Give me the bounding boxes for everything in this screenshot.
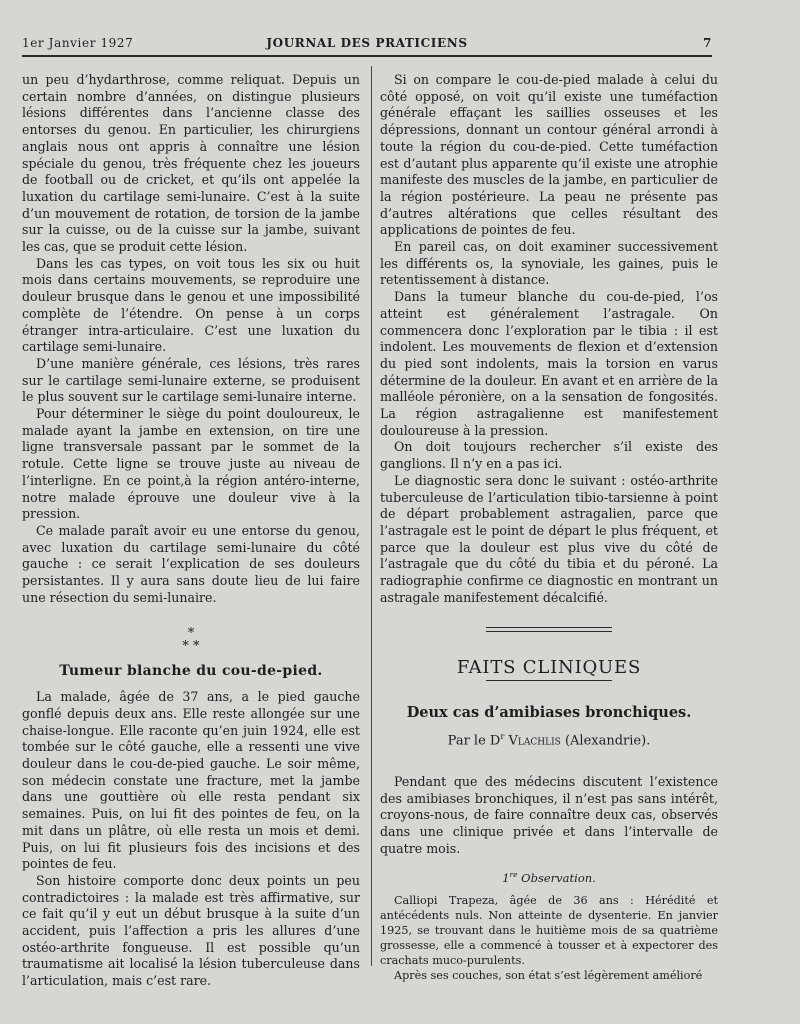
header-rule (22, 55, 712, 57)
author-place: (Alexandrie). (564, 733, 651, 749)
paragraph: On doit toujours rechercher s’il existe des ganglions. Il n’y en a pas ici. (380, 439, 718, 472)
paragraph: Le diagnostic sera donc le suivant : ostéo-arthrite tuberculeuse de l’articulation tibio-tarsienne à point de départ probablement astragalien, parce que l’astragale est le point de départ le plus fréquent, et parce que la douleur est plus vive du côté de l’astragale que du côté du tibia et du péroné. La radiographie confirme ce diagnostic en montrant un astragale manifestement décalcifié. (380, 472, 718, 605)
right-column (380, 72, 718, 983)
faits-cliniques-heading: FAITS CLINIQUES (456, 656, 642, 678)
section-title: Tumeur blanche du cou-de-pied. (59, 662, 323, 679)
paragraph: La malade, âgée de 37 ans, a le pied gauche gonflé depuis deux ans. Elle reste allongée sur une chaise-longue. Elle raconte qu’en juin 1924, elle est tombée sur le côté gauche, elle a ressenti une vive douleur dans le cou-de-pied gauche. Le soir même, son médecin constate une fracture, met la jambe dans une gouttière où elle resta pendant six semaines. Puis, on lui fit des pointes de feu, on la mit dans un plâtre, où elle resta un mois et demi. Puis, on lui fit plusieurs fois des incisions et des pointes de feu. (22, 689, 360, 872)
paragraph: D’une manière générale, ces lésions, très rares sur le cartilage semi-lunaire externe, se produisent le plus souvent sur le cartilage semi-lunaire interne. (22, 355, 360, 405)
paragraph: Son histoire comporte donc deux points un peu contradictoires : la malade est très affirmative, sur ce fait qu’il y eut un début brusque à la suite d’un accident, puis l’affection a pris les allures d’une ostéo-arthrite fongueuse. Il est possible qu’un traumatisme ait localisé la lésion tuberculeuse dans l’articulation, mais c’est rare. (22, 872, 360, 989)
heading-underline (486, 680, 612, 681)
header-date: 1er Janvier 1927 (22, 36, 134, 50)
paragraph: Dans les cas types, on voit tous les six ou huit mois dans certains mouvements, se reproduire une douleur brusque dans le genou et une impossibilité complète de l’étendre. On pense à un corps étranger intra-articulaire. C’est une luxation du cartilage semi-lunaire. (22, 255, 360, 355)
paragraph: un peu d’hydarthrose, comme reliquat. Depuis un certain nombre d’années, on distingue plusieurs lésions différentes dans l’ancienne classe des entorses du genou. En particulier, les chirurgiens anglais nous ont appris à connaître une lésion spéciale du genou, très fréquente chez les joueurs de football ou de cricket, et qu’ils ont appelée la luxation du cartilage semi-lunaire. C’est à la suite d’un mouvement de rotation, de torsion de la jambe sur la cuisse, ou de la cuisse sur la jambe, suivant les cas, que se produit cette lésion. (22, 72, 360, 255)
paragraph: Pour déterminer le siège du point douloureux, le malade ayant la jambe en extension, on tire une ligne transversale passant par le sommet de la rotule. Cette ligne se trouve juste au niveau de l’interligne. En ce point,à la région antéro-interne, notre malade éprouve une douleur vive à la pression. (22, 406, 360, 522)
intro-paragraph: Pendant que des médecins discutent l’existence des amibiases bronchiques, il n’est pas sans intérêt, croyons-nous, de faire connaître deux cas, observés dans une clinique privée et dans l’intervalle de quatre mois. (380, 773, 718, 856)
author-name: Vlachlis (508, 733, 561, 749)
header-journal-title: JOURNAL DES PRATICIENS (266, 36, 468, 50)
running-header (22, 36, 712, 54)
observation-body (380, 893, 718, 983)
article-title: Deux cas d’amibiases bronchiques. (406, 704, 692, 722)
paragraph: Après ses couches, son état s’est légèrement amélioré (394, 968, 703, 982)
header-page-number: 7 (703, 36, 712, 50)
left-column (22, 72, 360, 990)
paragraph: Calliopi Trapeza, âgée de 36 ans : Hérédité et antécédents nuls. Non atteinte de dysenterie. En janvier 1925, se trouvant dans le huitième mois de sa quatrième grossesse, elle a commencé à tousser et à expectorer des crachats muco-purulents. (380, 893, 718, 967)
section-divider (486, 627, 612, 632)
paragraph: En pareil cas, on doit examiner successivement les différents os, la synoviale, les gaines, puis le retentissement à distance. (380, 239, 718, 288)
column-divider (371, 66, 372, 966)
paragraph: Si on compare le cou-de-pied malade à celui du côté opposé, on voit qu’il existe une tuméfaction générale effaçant les saillies osseuses et les dépressions, donnant un contour général arrondi à toute la région du cou-de-pied. Cette tuméfaction est d’autant plus apparente qu’il existe une atrophie manifeste des muscles de la jambe, en particulier de la région postérieure. La peau ne présente pas d’autres altérations que celles résultant des applications de pointes de feu. (380, 72, 718, 238)
asterism: * * * (182, 625, 200, 654)
paragraph: Ce malade paraît avoir eu une entorse du genou, avec luxation du cartilage semi-lunaire du côté gauche : ce serait l’explication de ses douleurs persistantes. Il y aura sans doute lieu de lui faire une résection du semi-lunaire. (22, 522, 360, 605)
paragraph: Dans la tumeur blanche du cou-de-pied, l’os atteint est généralement l’astragale. On commencera donc l’exploration par le tibia : il est indolent. Les mouvements de flexion et d’extension du pied sont indolents, mais la torsion en varus détermine de la douleur. En avant et en arrière de la malléole péronière, on a la sensation de fongosités. La région astragalienne est manifestement douloureuse à la pression. (380, 289, 718, 438)
observation-heading: 1re Observation. (502, 870, 596, 886)
byline: Par le $D^r$ Vlachlis (Alexandrie). (447, 730, 651, 749)
